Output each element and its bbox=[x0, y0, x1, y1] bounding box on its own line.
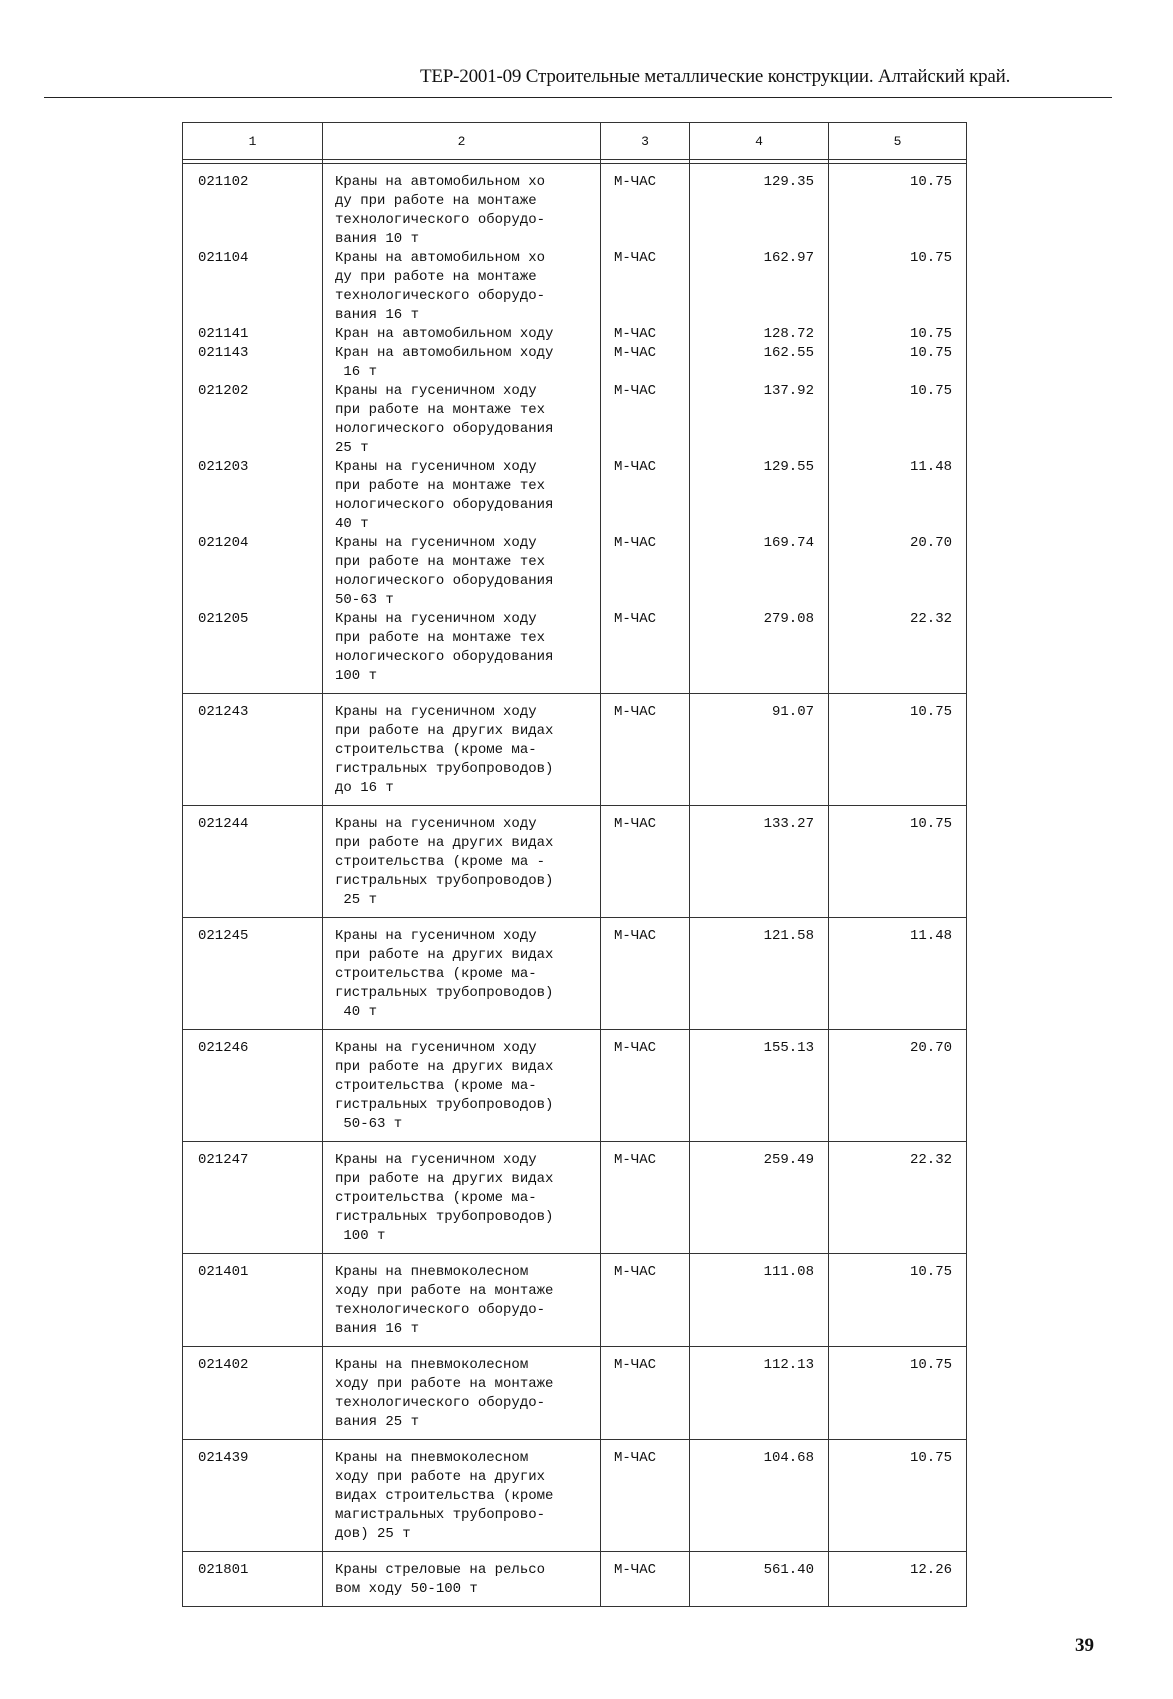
table-row bbox=[183, 344, 967, 382]
unit-of-measure-cell: М-ЧАС bbox=[601, 249, 690, 325]
unit-of-measure-cell: М-ЧАС bbox=[601, 344, 690, 382]
resource-code-cell: 021247 bbox=[183, 1142, 323, 1254]
resource-code-cell: 021202 bbox=[183, 382, 323, 458]
operator-wage-cell: 10.75 bbox=[829, 325, 967, 344]
operator-wage-cell: 11.48 bbox=[829, 458, 967, 534]
unit-of-measure-cell: М-ЧАС bbox=[601, 694, 690, 806]
table-row bbox=[183, 918, 967, 1030]
machine-price-cell: 112.13 bbox=[690, 1347, 829, 1440]
table-row bbox=[183, 806, 967, 918]
resource-name-cell: Кран на автомобильном ходу 16 т bbox=[323, 344, 601, 382]
column-header-2: 2 bbox=[323, 123, 601, 160]
machine-price-cell: 155.13 bbox=[690, 1030, 829, 1142]
table-header bbox=[183, 123, 967, 164]
table-row bbox=[183, 249, 967, 325]
operator-wage-cell: 22.32 bbox=[829, 1142, 967, 1254]
machine-price-cell: 128.72 bbox=[690, 325, 829, 344]
table-row bbox=[183, 382, 967, 458]
machine-price-cell: 111.08 bbox=[690, 1254, 829, 1347]
machine-price-cell: 162.97 bbox=[690, 249, 829, 325]
operator-wage-cell: 20.70 bbox=[829, 1030, 967, 1142]
table-row bbox=[183, 1347, 967, 1440]
machine-price-cell: 259.49 bbox=[690, 1142, 829, 1254]
resource-name-cell: Краны на автомобильном хо ду при работе на монтаже технологического оборудо- вания 10 т bbox=[323, 164, 601, 250]
unit-of-measure-cell: М-ЧАС bbox=[601, 1347, 690, 1440]
resource-code-cell: 021801 bbox=[183, 1552, 323, 1607]
unit-of-measure-cell: М-ЧАС bbox=[601, 1440, 690, 1552]
resource-code-cell: 021143 bbox=[183, 344, 323, 382]
unit-of-measure-cell: М-ЧАС bbox=[601, 458, 690, 534]
machine-price-cell: 91.07 bbox=[690, 694, 829, 806]
unit-of-measure-cell: М-ЧАС bbox=[601, 1552, 690, 1607]
column-number-row bbox=[183, 123, 967, 160]
operator-wage-cell: 12.26 bbox=[829, 1552, 967, 1607]
resource-code-cell: 021439 bbox=[183, 1440, 323, 1552]
resource-code-cell: 021104 bbox=[183, 249, 323, 325]
resource-name-cell: Краны на гусеничном ходу при работе на монтаже тех нологического оборудования 50-63 т bbox=[323, 534, 601, 610]
page-header-title: ТЕР-2001-09 Строительные металлические конструкции. Алтайский край. bbox=[420, 66, 1011, 87]
machine-price-cell: 121.58 bbox=[690, 918, 829, 1030]
table-row bbox=[183, 1440, 967, 1552]
unit-of-measure-cell: М-ЧАС bbox=[601, 534, 690, 610]
resource-name-cell: Краны на гусеничном ходу при работе на других видах строительства (кроме ма- гистральных трубопроводов) 100 т bbox=[323, 1142, 601, 1254]
resource-name-cell: Краны на гусеничном ходу при работе на монтаже тех нологического оборудования 25 т bbox=[323, 382, 601, 458]
resource-name-cell: Краны на гусеничном ходу при работе на других видах строительства (кроме ма- гистральных трубопроводов) 50-63 т bbox=[323, 1030, 601, 1142]
table-row-group bbox=[183, 1142, 967, 1254]
unit-of-measure-cell: М-ЧАС bbox=[601, 918, 690, 1030]
unit-of-measure-cell: М-ЧАС bbox=[601, 164, 690, 250]
table-row-group bbox=[183, 1347, 967, 1440]
table-row-group bbox=[183, 1552, 967, 1607]
resource-code-cell: 021245 bbox=[183, 918, 323, 1030]
unit-of-measure-cell: М-ЧАС bbox=[601, 806, 690, 918]
resource-name-cell: Краны на гусеничном ходу при работе на монтаже тех нологического оборудования 100 т bbox=[323, 610, 601, 694]
resource-code-cell: 021246 bbox=[183, 1030, 323, 1142]
operator-wage-cell: 10.75 bbox=[829, 806, 967, 918]
resource-code-cell: 021203 bbox=[183, 458, 323, 534]
unit-of-measure-cell: М-ЧАС bbox=[601, 325, 690, 344]
resource-code-cell: 021141 bbox=[183, 325, 323, 344]
table-row bbox=[183, 534, 967, 610]
table-row-group bbox=[183, 806, 967, 918]
table-row bbox=[183, 1254, 967, 1347]
machine-price-cell: 162.55 bbox=[690, 344, 829, 382]
table-row bbox=[183, 458, 967, 534]
resource-code-cell: 021244 bbox=[183, 806, 323, 918]
table-row bbox=[183, 1030, 967, 1142]
resource-name-cell: Краны на гусеничном ходу при работе на других видах строительства (кроме ма- гистральных трубопроводов) 40 т bbox=[323, 918, 601, 1030]
resource-name-cell: Краны на пневмоколесном ходу при работе на монтаже технологического оборудо- вания 16 т bbox=[323, 1254, 601, 1347]
table-row bbox=[183, 1552, 967, 1607]
operator-wage-cell: 11.48 bbox=[829, 918, 967, 1030]
machine-price-cell: 561.40 bbox=[690, 1552, 829, 1607]
resource-name-cell: Краны на пневмоколесном ходу при работе на монтаже технологического оборудо- вания 25 т bbox=[323, 1347, 601, 1440]
resource-code-cell: 021205 bbox=[183, 610, 323, 694]
operator-wage-cell: 10.75 bbox=[829, 1254, 967, 1347]
table-row-group bbox=[183, 694, 967, 806]
resource-name-cell: Краны стреловые на рельсо вом ходу 50-100 т bbox=[323, 1552, 601, 1607]
resource-code-cell: 021204 bbox=[183, 534, 323, 610]
resource-name-cell: Краны на автомобильном хо ду при работе на монтаже технологического оборудо- вания 16 т bbox=[323, 249, 601, 325]
resource-code-cell: 021401 bbox=[183, 1254, 323, 1347]
unit-of-measure-cell: М-ЧАС bbox=[601, 1142, 690, 1254]
resource-price-table-container bbox=[182, 122, 967, 1607]
resource-name-cell: Краны на гусеничном ходу при работе на монтаже тех нологического оборудования 40 т bbox=[323, 458, 601, 534]
table-row-group bbox=[183, 1030, 967, 1142]
table-row bbox=[183, 694, 967, 806]
table-row bbox=[183, 325, 967, 344]
table-row-group bbox=[183, 164, 967, 694]
resource-price-table bbox=[182, 122, 967, 1607]
machine-price-cell: 129.35 bbox=[690, 164, 829, 250]
header-divider bbox=[44, 97, 1112, 98]
operator-wage-cell: 10.75 bbox=[829, 1347, 967, 1440]
operator-wage-cell: 10.75 bbox=[829, 164, 967, 250]
machine-price-cell: 169.74 bbox=[690, 534, 829, 610]
column-header-5: 5 bbox=[829, 123, 967, 160]
operator-wage-cell: 22.32 bbox=[829, 610, 967, 694]
resource-name-cell: Кран на автомобильном ходу bbox=[323, 325, 601, 344]
resource-code-cell: 021402 bbox=[183, 1347, 323, 1440]
unit-of-measure-cell: М-ЧАС bbox=[601, 382, 690, 458]
unit-of-measure-cell: М-ЧАС bbox=[601, 1254, 690, 1347]
machine-price-cell: 137.92 bbox=[690, 382, 829, 458]
column-header-4: 4 bbox=[690, 123, 829, 160]
table-row-group bbox=[183, 1440, 967, 1552]
resource-code-cell: 021102 bbox=[183, 164, 323, 250]
operator-wage-cell: 10.75 bbox=[829, 249, 967, 325]
machine-price-cell: 279.08 bbox=[690, 610, 829, 694]
resource-name-cell: Краны на гусеничном ходу при работе на других видах строительства (кроме ма- гистральных трубопроводов) до 16 т bbox=[323, 694, 601, 806]
table-row bbox=[183, 610, 967, 694]
resource-name-cell: Краны на пневмоколесном ходу при работе на других видах строительства (кроме магистральных трубопрово- дов) 25 т bbox=[323, 1440, 601, 1552]
machine-price-cell: 129.55 bbox=[690, 458, 829, 534]
table-row bbox=[183, 164, 967, 250]
column-header-1: 1 bbox=[183, 123, 323, 160]
table-row-group bbox=[183, 918, 967, 1030]
machine-price-cell: 104.68 bbox=[690, 1440, 829, 1552]
column-header-3: 3 bbox=[601, 123, 690, 160]
unit-of-measure-cell: М-ЧАС bbox=[601, 1030, 690, 1142]
operator-wage-cell: 10.75 bbox=[829, 382, 967, 458]
unit-of-measure-cell: М-ЧАС bbox=[601, 610, 690, 694]
resource-code-cell: 021243 bbox=[183, 694, 323, 806]
page-number: 39 bbox=[1075, 1635, 1094, 1656]
operator-wage-cell: 20.70 bbox=[829, 534, 967, 610]
operator-wage-cell: 10.75 bbox=[829, 1440, 967, 1552]
table-row-group bbox=[183, 1254, 967, 1347]
table-row bbox=[183, 1142, 967, 1254]
operator-wage-cell: 10.75 bbox=[829, 694, 967, 806]
machine-price-cell: 133.27 bbox=[690, 806, 829, 918]
operator-wage-cell: 10.75 bbox=[829, 344, 967, 382]
resource-name-cell: Краны на гусеничном ходу при работе на других видах строительства (кроме ма - гистральных трубопроводов) 25 т bbox=[323, 806, 601, 918]
